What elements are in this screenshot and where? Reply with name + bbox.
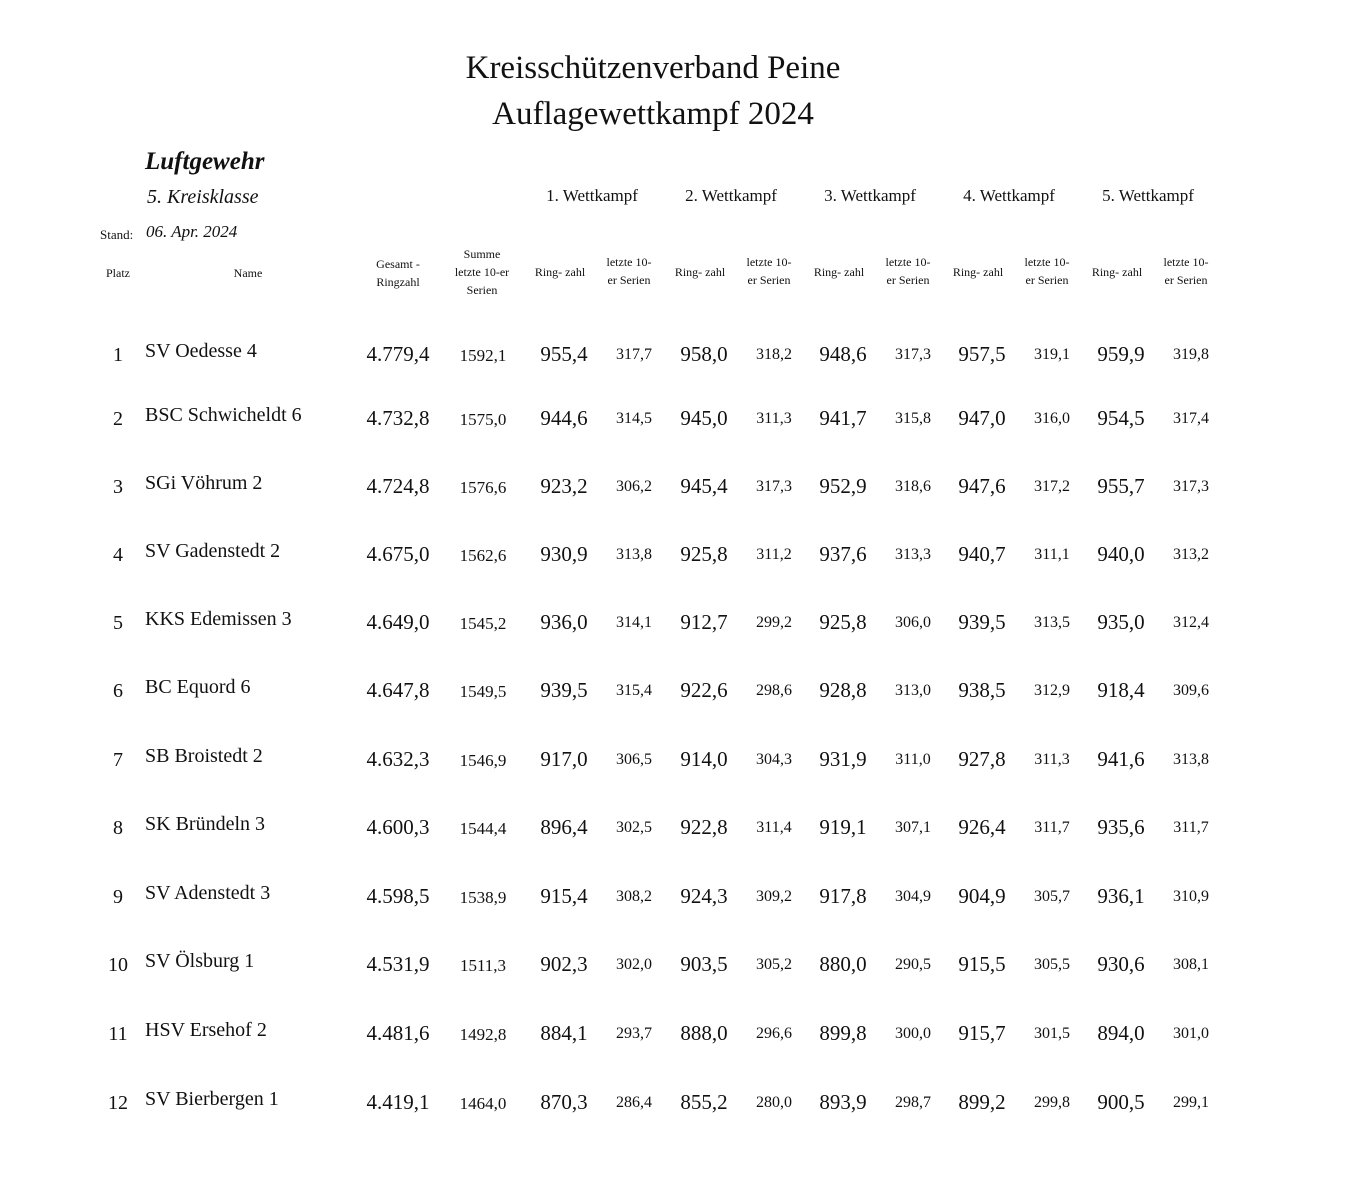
cell-letzte-serien: 315,8 [895, 410, 931, 427]
header-ringzahl: Ring- zahl [1091, 265, 1143, 279]
cell-summe: 1544,4 [459, 819, 507, 838]
cell-platz: 5 [113, 612, 123, 634]
cell-platz: 8 [113, 817, 123, 839]
cell-ringzahl: 919,1 [819, 815, 867, 839]
cell-gesamt: 4.598,5 [366, 884, 430, 908]
table-row [0, 674, 1354, 714]
cell-name: SV Bierbergen 1 [145, 1088, 279, 1110]
cell-platz: 10 [108, 954, 128, 976]
cell-gesamt: 4.675,0 [366, 542, 430, 566]
cell-gesamt: 4.732,8 [366, 406, 430, 430]
cell-ringzahl: 904,9 [958, 884, 1006, 908]
cell-ringzahl: 948,6 [819, 342, 867, 366]
stand-date: 06. Apr. 2024 [146, 222, 238, 241]
cell-name: KKS Edemissen 3 [145, 608, 292, 630]
cell-platz: 2 [113, 408, 123, 430]
cell-summe: 1549,5 [459, 682, 507, 701]
cell-ringzahl: 899,2 [958, 1090, 1006, 1114]
cell-letzte-serien: 307,1 [895, 819, 931, 836]
table-row [0, 811, 1354, 851]
cell-summe: 1464,0 [459, 1094, 507, 1113]
cell-ringzahl: 936,1 [1097, 884, 1145, 908]
cell-ringzahl: 888,0 [680, 1021, 728, 1045]
title-line-1: Kreisschützenverband Peine [465, 50, 841, 86]
cell-ringzahl: 931,9 [819, 747, 867, 771]
cell-ringzahl: 918,4 [1097, 678, 1145, 702]
cell-platz: 6 [113, 680, 123, 702]
cell-letzte-serien: 290,5 [895, 956, 931, 973]
cell-ringzahl: 915,7 [958, 1021, 1006, 1045]
cell-ringzahl: 939,5 [958, 610, 1006, 634]
competition-header: 5. Wettkampf [1102, 186, 1194, 205]
cell-letzte-serien: 293,7 [616, 1025, 652, 1042]
header-letzte: letzte 10- er Serien [1163, 255, 1209, 287]
cell-ringzahl: 936,0 [540, 610, 588, 634]
cell-letzte-serien: 300,0 [895, 1025, 931, 1042]
cell-ringzahl: 945,0 [680, 406, 728, 430]
cell-platz: 11 [108, 1023, 128, 1045]
cell-name: SGi Vöhrum 2 [145, 472, 263, 494]
cell-platz: 7 [113, 749, 123, 771]
cell-ringzahl: 930,6 [1097, 952, 1145, 976]
cell-ringzahl: 896,4 [540, 815, 588, 839]
table-row [0, 606, 1354, 646]
cell-platz: 4 [113, 544, 123, 566]
cell-gesamt: 4.600,3 [366, 815, 430, 839]
cell-ringzahl: 917,8 [819, 884, 867, 908]
cell-ringzahl: 894,0 [1097, 1021, 1145, 1045]
cell-ringzahl: 928,8 [819, 678, 867, 702]
cell-letzte-serien: 309,6 [1173, 682, 1209, 699]
cell-gesamt: 4.531,9 [366, 952, 430, 976]
cell-gesamt: 4.481,6 [366, 1021, 430, 1045]
cell-letzte-serien: 309,2 [756, 888, 792, 905]
header-ringzahl: Ring- zahl [534, 265, 586, 279]
cell-ringzahl: 870,3 [540, 1090, 588, 1114]
cell-ringzahl: 935,6 [1097, 815, 1145, 839]
cell-letzte-serien: 314,5 [616, 410, 652, 427]
cell-ringzahl: 914,0 [680, 747, 728, 771]
header-letzte: letzte 10- er Serien [885, 255, 931, 287]
competition-header: 1. Wettkampf [546, 186, 638, 205]
cell-ringzahl: 925,8 [819, 610, 867, 634]
cell-letzte-serien: 299,2 [756, 614, 792, 631]
cell-letzte-serien: 310,9 [1173, 888, 1209, 905]
cell-ringzahl: 926,4 [958, 815, 1006, 839]
cell-letzte-serien: 312,9 [1034, 682, 1070, 699]
cell-gesamt: 4.649,0 [366, 610, 430, 634]
cell-ringzahl: 952,9 [819, 474, 867, 498]
cell-ringzahl: 958,0 [680, 342, 728, 366]
cell-letzte-serien: 311,3 [1034, 751, 1070, 768]
table-row [0, 1017, 1354, 1057]
cell-ringzahl: 939,5 [540, 678, 588, 702]
table-row [0, 470, 1354, 510]
cell-letzte-serien: 313,2 [1173, 546, 1209, 563]
cell-letzte-serien: 299,8 [1034, 1094, 1070, 1111]
table-row [0, 948, 1354, 988]
cell-letzte-serien: 308,2 [616, 888, 652, 905]
cell-ringzahl: 925,8 [680, 542, 728, 566]
header-ringzahl: Ring- zahl [952, 265, 1004, 279]
cell-gesamt: 4.647,8 [366, 678, 430, 702]
cell-letzte-serien: 306,5 [616, 751, 652, 768]
cell-letzte-serien: 313,8 [1173, 751, 1209, 768]
cell-name: BC Equord 6 [145, 676, 251, 698]
cell-gesamt: 4.724,8 [366, 474, 430, 498]
cell-letzte-serien: 305,7 [1034, 888, 1070, 905]
table-row [0, 338, 1354, 378]
cell-letzte-serien: 311,7 [1173, 819, 1209, 836]
cell-letzte-serien: 311,4 [756, 819, 792, 836]
cell-ringzahl: 922,6 [680, 678, 728, 702]
cell-letzte-serien: 306,2 [616, 478, 652, 495]
cell-name: SB Broistedt 2 [145, 745, 263, 767]
title-line-2: Auflagewettkampf 2024 [492, 96, 814, 132]
cell-summe: 1576,6 [459, 478, 507, 497]
cell-ringzahl: 903,5 [680, 952, 728, 976]
cell-ringzahl: 947,6 [958, 474, 1006, 498]
discipline-heading: Luftgewehr [145, 148, 265, 175]
cell-letzte-serien: 317,7 [616, 346, 652, 363]
table-row [0, 880, 1354, 920]
cell-platz: 12 [108, 1092, 128, 1114]
cell-letzte-serien: 298,6 [756, 682, 792, 699]
competition-header: 3. Wettkampf [824, 186, 916, 205]
header-ringzahl: Ring- zahl [674, 265, 726, 279]
competition-header: 4. Wettkampf [963, 186, 1055, 205]
cell-ringzahl: 938,5 [958, 678, 1006, 702]
cell-ringzahl: 935,0 [1097, 610, 1145, 634]
header-gesamt: Gesamt - Ringzahl [376, 257, 420, 289]
cell-summe: 1562,6 [459, 546, 507, 565]
stand-label: Stand: [100, 227, 134, 242]
cell-summe: 1492,8 [459, 1025, 507, 1044]
cell-ringzahl: 947,0 [958, 406, 1006, 430]
table-row [0, 538, 1354, 578]
cell-summe: 1511,3 [459, 956, 507, 975]
cell-letzte-serien: 313,0 [895, 682, 931, 699]
cell-name: HSV Ersehof 2 [145, 1019, 267, 1041]
cell-ringzahl: 955,4 [540, 342, 588, 366]
cell-name: SV Oedesse 4 [145, 340, 257, 362]
cell-ringzahl: 912,7 [680, 610, 728, 634]
cell-letzte-serien: 313,3 [895, 546, 931, 563]
header-letzte: letzte 10- er Serien [746, 255, 792, 287]
header-letzte: letzte 10- er Serien [1024, 255, 1070, 287]
cell-ringzahl: 945,4 [680, 474, 728, 498]
cell-name: SV Gadenstedt 2 [145, 540, 281, 562]
cell-ringzahl: 941,6 [1097, 747, 1145, 771]
table-row [0, 743, 1354, 783]
cell-letzte-serien: 311,3 [756, 410, 792, 427]
cell-letzte-serien: 319,1 [1034, 346, 1070, 363]
cell-letzte-serien: 296,6 [756, 1025, 792, 1042]
cell-letzte-serien: 308,1 [1173, 956, 1209, 973]
cell-name: SV Ölsburg 1 [145, 950, 255, 972]
cell-ringzahl: 955,7 [1097, 474, 1145, 498]
cell-summe: 1592,1 [459, 346, 507, 365]
cell-letzte-serien: 304,9 [895, 888, 931, 905]
cell-ringzahl: 940,7 [958, 542, 1006, 566]
cell-ringzahl: 954,5 [1097, 406, 1145, 430]
cell-ringzahl: 937,6 [819, 542, 867, 566]
cell-letzte-serien: 316,0 [1034, 410, 1070, 427]
cell-letzte-serien: 317,3 [1173, 478, 1209, 495]
cell-summe: 1538,9 [459, 888, 507, 907]
cell-ringzahl: 924,3 [680, 884, 728, 908]
cell-letzte-serien: 302,0 [616, 956, 652, 973]
cell-ringzahl: 927,8 [958, 747, 1006, 771]
cell-letzte-serien: 311,2 [756, 546, 792, 563]
cell-letzte-serien: 311,7 [1034, 819, 1070, 836]
cell-letzte-serien: 318,6 [895, 478, 931, 495]
cell-letzte-serien: 280,0 [756, 1094, 792, 1111]
cell-letzte-serien: 319,8 [1173, 346, 1209, 363]
cell-ringzahl: 899,8 [819, 1021, 867, 1045]
cell-ringzahl: 880,0 [819, 952, 867, 976]
cell-ringzahl: 941,7 [819, 406, 867, 430]
cell-ringzahl: 900,5 [1097, 1090, 1145, 1114]
cell-name: SK Bründeln 3 [145, 813, 265, 835]
cell-letzte-serien: 306,0 [895, 614, 931, 631]
cell-letzte-serien: 311,0 [895, 751, 931, 768]
cell-letzte-serien: 298,7 [895, 1094, 931, 1111]
cell-ringzahl: 915,5 [958, 952, 1006, 976]
cell-letzte-serien: 301,0 [1173, 1025, 1209, 1042]
cell-letzte-serien: 305,5 [1034, 956, 1070, 973]
cell-ringzahl: 855,2 [680, 1090, 728, 1114]
header-name: Name [233, 266, 263, 280]
cell-name: BSC Schwicheldt 6 [145, 404, 302, 426]
table-row [0, 402, 1354, 442]
header-summe: Summe letzte 10-er Serien [454, 247, 510, 297]
cell-ringzahl: 940,0 [1097, 542, 1145, 566]
cell-ringzahl: 917,0 [540, 747, 588, 771]
cell-ringzahl: 902,3 [540, 952, 588, 976]
competition-header: 2. Wettkampf [685, 186, 777, 205]
cell-letzte-serien: 313,8 [616, 546, 652, 563]
cell-letzte-serien: 317,3 [756, 478, 792, 495]
class-heading: 5. Kreisklasse [147, 186, 259, 208]
cell-letzte-serien: 286,4 [616, 1094, 652, 1111]
cell-letzte-serien: 302,5 [616, 819, 652, 836]
cell-gesamt: 4.419,1 [366, 1090, 430, 1114]
cell-ringzahl: 923,2 [540, 474, 588, 498]
header-letzte: letzte 10- er Serien [606, 255, 652, 287]
cell-letzte-serien: 314,1 [616, 614, 652, 631]
table-row [0, 1086, 1354, 1126]
cell-summe: 1546,9 [459, 751, 507, 770]
cell-letzte-serien: 315,4 [616, 682, 652, 699]
cell-letzte-serien: 313,5 [1034, 614, 1070, 631]
cell-letzte-serien: 305,2 [756, 956, 792, 973]
cell-letzte-serien: 299,1 [1173, 1094, 1209, 1111]
cell-gesamt: 4.779,4 [366, 342, 430, 366]
cell-letzte-serien: 318,2 [756, 346, 792, 363]
cell-letzte-serien: 312,4 [1173, 614, 1209, 631]
cell-ringzahl: 957,5 [958, 342, 1006, 366]
cell-letzte-serien: 301,5 [1034, 1025, 1070, 1042]
cell-ringzahl: 884,1 [540, 1021, 588, 1045]
cell-name: SV Adenstedt 3 [145, 882, 271, 904]
cell-letzte-serien: 311,1 [1034, 546, 1070, 563]
cell-ringzahl: 915,4 [540, 884, 588, 908]
cell-ringzahl: 930,9 [540, 542, 588, 566]
cell-ringzahl: 959,9 [1097, 342, 1145, 366]
cell-letzte-serien: 317,4 [1173, 410, 1209, 427]
cell-letzte-serien: 304,3 [756, 751, 792, 768]
cell-platz: 1 [113, 344, 123, 366]
cell-ringzahl: 944,6 [540, 406, 588, 430]
header-ringzahl: Ring- zahl [813, 265, 865, 279]
cell-platz: 3 [113, 476, 123, 498]
cell-letzte-serien: 317,2 [1034, 478, 1070, 495]
cell-ringzahl: 922,8 [680, 815, 728, 839]
cell-ringzahl: 893,9 [819, 1090, 867, 1114]
cell-platz: 9 [113, 886, 123, 908]
cell-gesamt: 4.632,3 [366, 747, 430, 771]
cell-summe: 1575,0 [459, 410, 507, 429]
cell-letzte-serien: 317,3 [895, 346, 931, 363]
cell-summe: 1545,2 [459, 614, 507, 633]
header-platz: Platz [106, 266, 130, 280]
